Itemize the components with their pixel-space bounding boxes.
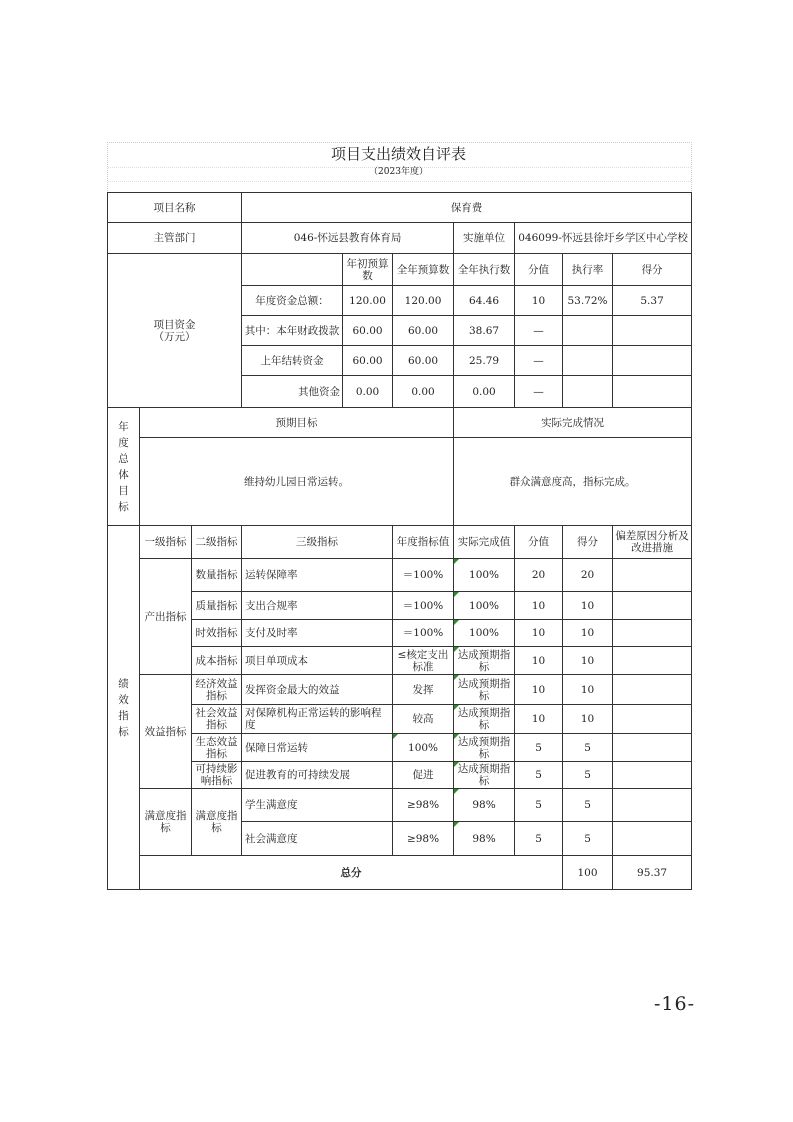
- note-cell: [613, 762, 692, 789]
- level3-cell: 保障日常运转: [242, 734, 393, 762]
- target-cell: ＝100%: [393, 620, 454, 647]
- level3-cell: 社会满意度: [242, 822, 393, 856]
- funds-row-rate: 53.72%: [563, 286, 613, 316]
- level1-output: 产出指标: [140, 559, 192, 675]
- score-cell: 10: [563, 705, 613, 734]
- level2-cell: 质量指标: [192, 592, 242, 620]
- note-cell: [613, 620, 692, 647]
- funds-row-rate: [563, 316, 613, 346]
- level1-benefit: 效益指标: [140, 675, 192, 789]
- score-cell: 10: [563, 675, 613, 705]
- target-cell: ≥98%: [393, 789, 454, 822]
- actual-cell: 100%: [454, 559, 515, 592]
- actual-result-header: 实际完成情况: [454, 408, 692, 438]
- note-cell: [613, 559, 692, 592]
- actual-cell: 98%: [454, 822, 515, 856]
- funds-header-value: 分值: [515, 254, 563, 286]
- level2-cell: 生态效益指标: [192, 734, 242, 762]
- indicator-header-level2: 二级指标: [192, 526, 242, 559]
- actual-cell: 100%: [454, 592, 515, 620]
- value-cell: 10: [515, 675, 563, 705]
- funds-row-init: 120.00: [343, 286, 393, 316]
- goals-content-row: [108, 438, 692, 526]
- funds-row-exec: 0.00: [454, 376, 515, 408]
- score-cell: 5: [563, 762, 613, 789]
- funds-row-init: 60.00: [343, 316, 393, 346]
- goals-label: 年 度 总 体 目 标: [108, 408, 140, 526]
- level2-cell: 社会效益指标: [192, 705, 242, 734]
- funds-row-name: 年度资金总额：: [242, 286, 343, 316]
- funds-row-exec: 38.67: [454, 316, 515, 346]
- funds-row-init: 0.00: [343, 376, 393, 408]
- level2-cell: 成本指标: [192, 647, 242, 675]
- actual-cell: 达成预期指标: [454, 675, 515, 705]
- target-cell: 发挥: [393, 675, 454, 705]
- level3-cell: 发挥资金最大的效益: [242, 675, 393, 705]
- funds-row-score: [613, 316, 692, 346]
- target-cell: ≥98%: [393, 822, 454, 856]
- value-cell: 5: [515, 762, 563, 789]
- page-number: -16-: [653, 993, 695, 1015]
- value-cell: 10: [515, 592, 563, 620]
- unit-label: 实施单位: [454, 223, 515, 254]
- value-cell: 5: [515, 734, 563, 762]
- page-title: 项目支出绩效自评表: [330, 145, 466, 163]
- funds-row-rate: [563, 346, 613, 376]
- level1-satisfaction: 满意度指标: [140, 789, 192, 856]
- indicator-row: [108, 675, 692, 705]
- indicator-header-target: 年度指标值: [393, 526, 454, 559]
- total-score: 95.37: [613, 856, 692, 890]
- indicator-header-row: [108, 526, 692, 559]
- note-cell: [613, 647, 692, 675]
- funds-row-score: [613, 376, 692, 408]
- funds-row-init: 60.00: [343, 346, 393, 376]
- funds-row-score: [613, 346, 692, 376]
- note-cell: [613, 592, 692, 620]
- level3-cell: 对保障机构正常运转的影响程度: [242, 705, 393, 734]
- indicator-header-score: 得分: [563, 526, 613, 559]
- expected-goal-text: 维持幼儿园日常运转。: [140, 438, 454, 526]
- funds-row-exec: 25.79: [454, 346, 515, 376]
- level2-cell: 经济效益指标: [192, 675, 242, 705]
- indicator-header-note: 偏差原因分析及改进措施: [613, 526, 692, 559]
- funds-row-score: 5.37: [613, 286, 692, 316]
- note-cell: [613, 734, 692, 762]
- target-cell: 100%: [393, 734, 454, 762]
- expected-goal-header: 预期目标: [140, 408, 454, 438]
- funds-header-blank: [242, 254, 343, 286]
- funds-row-value: —: [515, 316, 563, 346]
- score-cell: 5: [563, 789, 613, 822]
- indicator-row: [108, 647, 692, 675]
- unit-value: 046099-怀远县徐圩乡学区中心学校: [515, 223, 692, 254]
- score-cell: 10: [563, 592, 613, 620]
- score-cell: 10: [563, 620, 613, 647]
- target-cell: ＝100%: [393, 592, 454, 620]
- value-cell: 10: [515, 705, 563, 734]
- project-name-label: 项目名称: [108, 193, 242, 223]
- level2-cell: 时效指标: [192, 620, 242, 647]
- project-name-value: 保育费: [242, 193, 692, 223]
- indicator-header-value: 分值: [515, 526, 563, 559]
- actual-cell: 100%: [454, 620, 515, 647]
- project-name-row: [108, 193, 692, 223]
- dept-value: 046-怀远县教育体育局: [242, 223, 454, 254]
- note-cell: [613, 789, 692, 822]
- target-cell: 较高: [393, 705, 454, 734]
- score-cell: 10: [563, 647, 613, 675]
- funds-header-row: [108, 254, 692, 286]
- indicator-row: [108, 705, 692, 734]
- funds-row-name: 其他资金: [242, 376, 343, 408]
- actual-cell: 达成预期指标: [454, 705, 515, 734]
- funds-label: 项目资金 （万元）: [108, 254, 242, 408]
- funds-row-value: 10: [515, 286, 563, 316]
- level3-cell: 学生满意度: [242, 789, 393, 822]
- indicator-header-level3: 三级指标: [242, 526, 393, 559]
- level3-cell: 支出合规率: [242, 592, 393, 620]
- value-cell: 10: [515, 620, 563, 647]
- note-cell: [613, 822, 692, 856]
- indicator-row: [108, 762, 692, 789]
- department-row: [108, 223, 692, 254]
- target-cell: 促进: [393, 762, 454, 789]
- funds-header-init: 年初预算数: [343, 254, 393, 286]
- score-cell: 20: [563, 559, 613, 592]
- indicator-row: [108, 734, 692, 762]
- indicator-header-actual: 实际完成值: [454, 526, 515, 559]
- value-cell: 5: [515, 822, 563, 856]
- indicator-header-level1: 一级指标: [140, 526, 192, 559]
- note-cell: [613, 675, 692, 705]
- funds-row-name: 其中：本年财政拨款: [242, 316, 343, 346]
- goals-header-row: [108, 408, 692, 438]
- level3-cell: 促进教育的可持续发展: [242, 762, 393, 789]
- page-subtitle: （2023年度）: [369, 167, 428, 177]
- dept-label: 主管部门: [108, 223, 242, 254]
- level2-cell: 数量指标: [192, 559, 242, 592]
- actual-cell: 达成预期指标: [454, 647, 515, 675]
- actual-result-text: 群众满意度高，指标完成。: [454, 438, 692, 526]
- value-cell: 5: [515, 789, 563, 822]
- target-cell: ≤核定支出标准: [393, 647, 454, 675]
- note-cell: [613, 705, 692, 734]
- actual-cell: 达成预期指标: [454, 762, 515, 789]
- total-value: 100: [563, 856, 613, 890]
- total-label: 总分: [140, 856, 563, 890]
- actual-cell: 98%: [454, 789, 515, 822]
- funds-row-value: —: [515, 376, 563, 408]
- indicator-row: [108, 592, 692, 620]
- score-cell: 5: [563, 734, 613, 762]
- level3-cell: 项目单项成本: [242, 647, 393, 675]
- funds-row-rate: [563, 376, 613, 408]
- funds-header-exec: 全年执行数: [454, 254, 515, 286]
- funds-row-full: 0.00: [393, 376, 454, 408]
- funds-header-score: 得分: [613, 254, 692, 286]
- funds-row-full: 60.00: [393, 346, 454, 376]
- value-cell: 20: [515, 559, 563, 592]
- funds-header-full: 全年预算数: [393, 254, 454, 286]
- funds-row-exec: 64.46: [454, 286, 515, 316]
- evaluation-table: [107, 192, 692, 890]
- funds-row-full: 60.00: [393, 316, 454, 346]
- total-row: [108, 856, 692, 890]
- level2-cell: 可持续影响指标: [192, 762, 242, 789]
- value-cell: 10: [515, 647, 563, 675]
- funds-header-rate: 执行率: [563, 254, 613, 286]
- funds-row-value: —: [515, 346, 563, 376]
- level3-cell: 运转保障率: [242, 559, 393, 592]
- funds-row-full: 120.00: [393, 286, 454, 316]
- indicator-row: [108, 559, 692, 592]
- level3-cell: 支付及时率: [242, 620, 393, 647]
- level2-cell: 满意度指标: [192, 789, 242, 856]
- indicator-row: [108, 620, 692, 647]
- indicators-label: 绩 效 指 标: [108, 526, 140, 890]
- target-cell: ＝100%: [393, 559, 454, 592]
- score-cell: 5: [563, 822, 613, 856]
- funds-row-name: 上年结转资金: [242, 346, 343, 376]
- indicator-row: [108, 789, 692, 822]
- actual-cell: 达成预期指标: [454, 734, 515, 762]
